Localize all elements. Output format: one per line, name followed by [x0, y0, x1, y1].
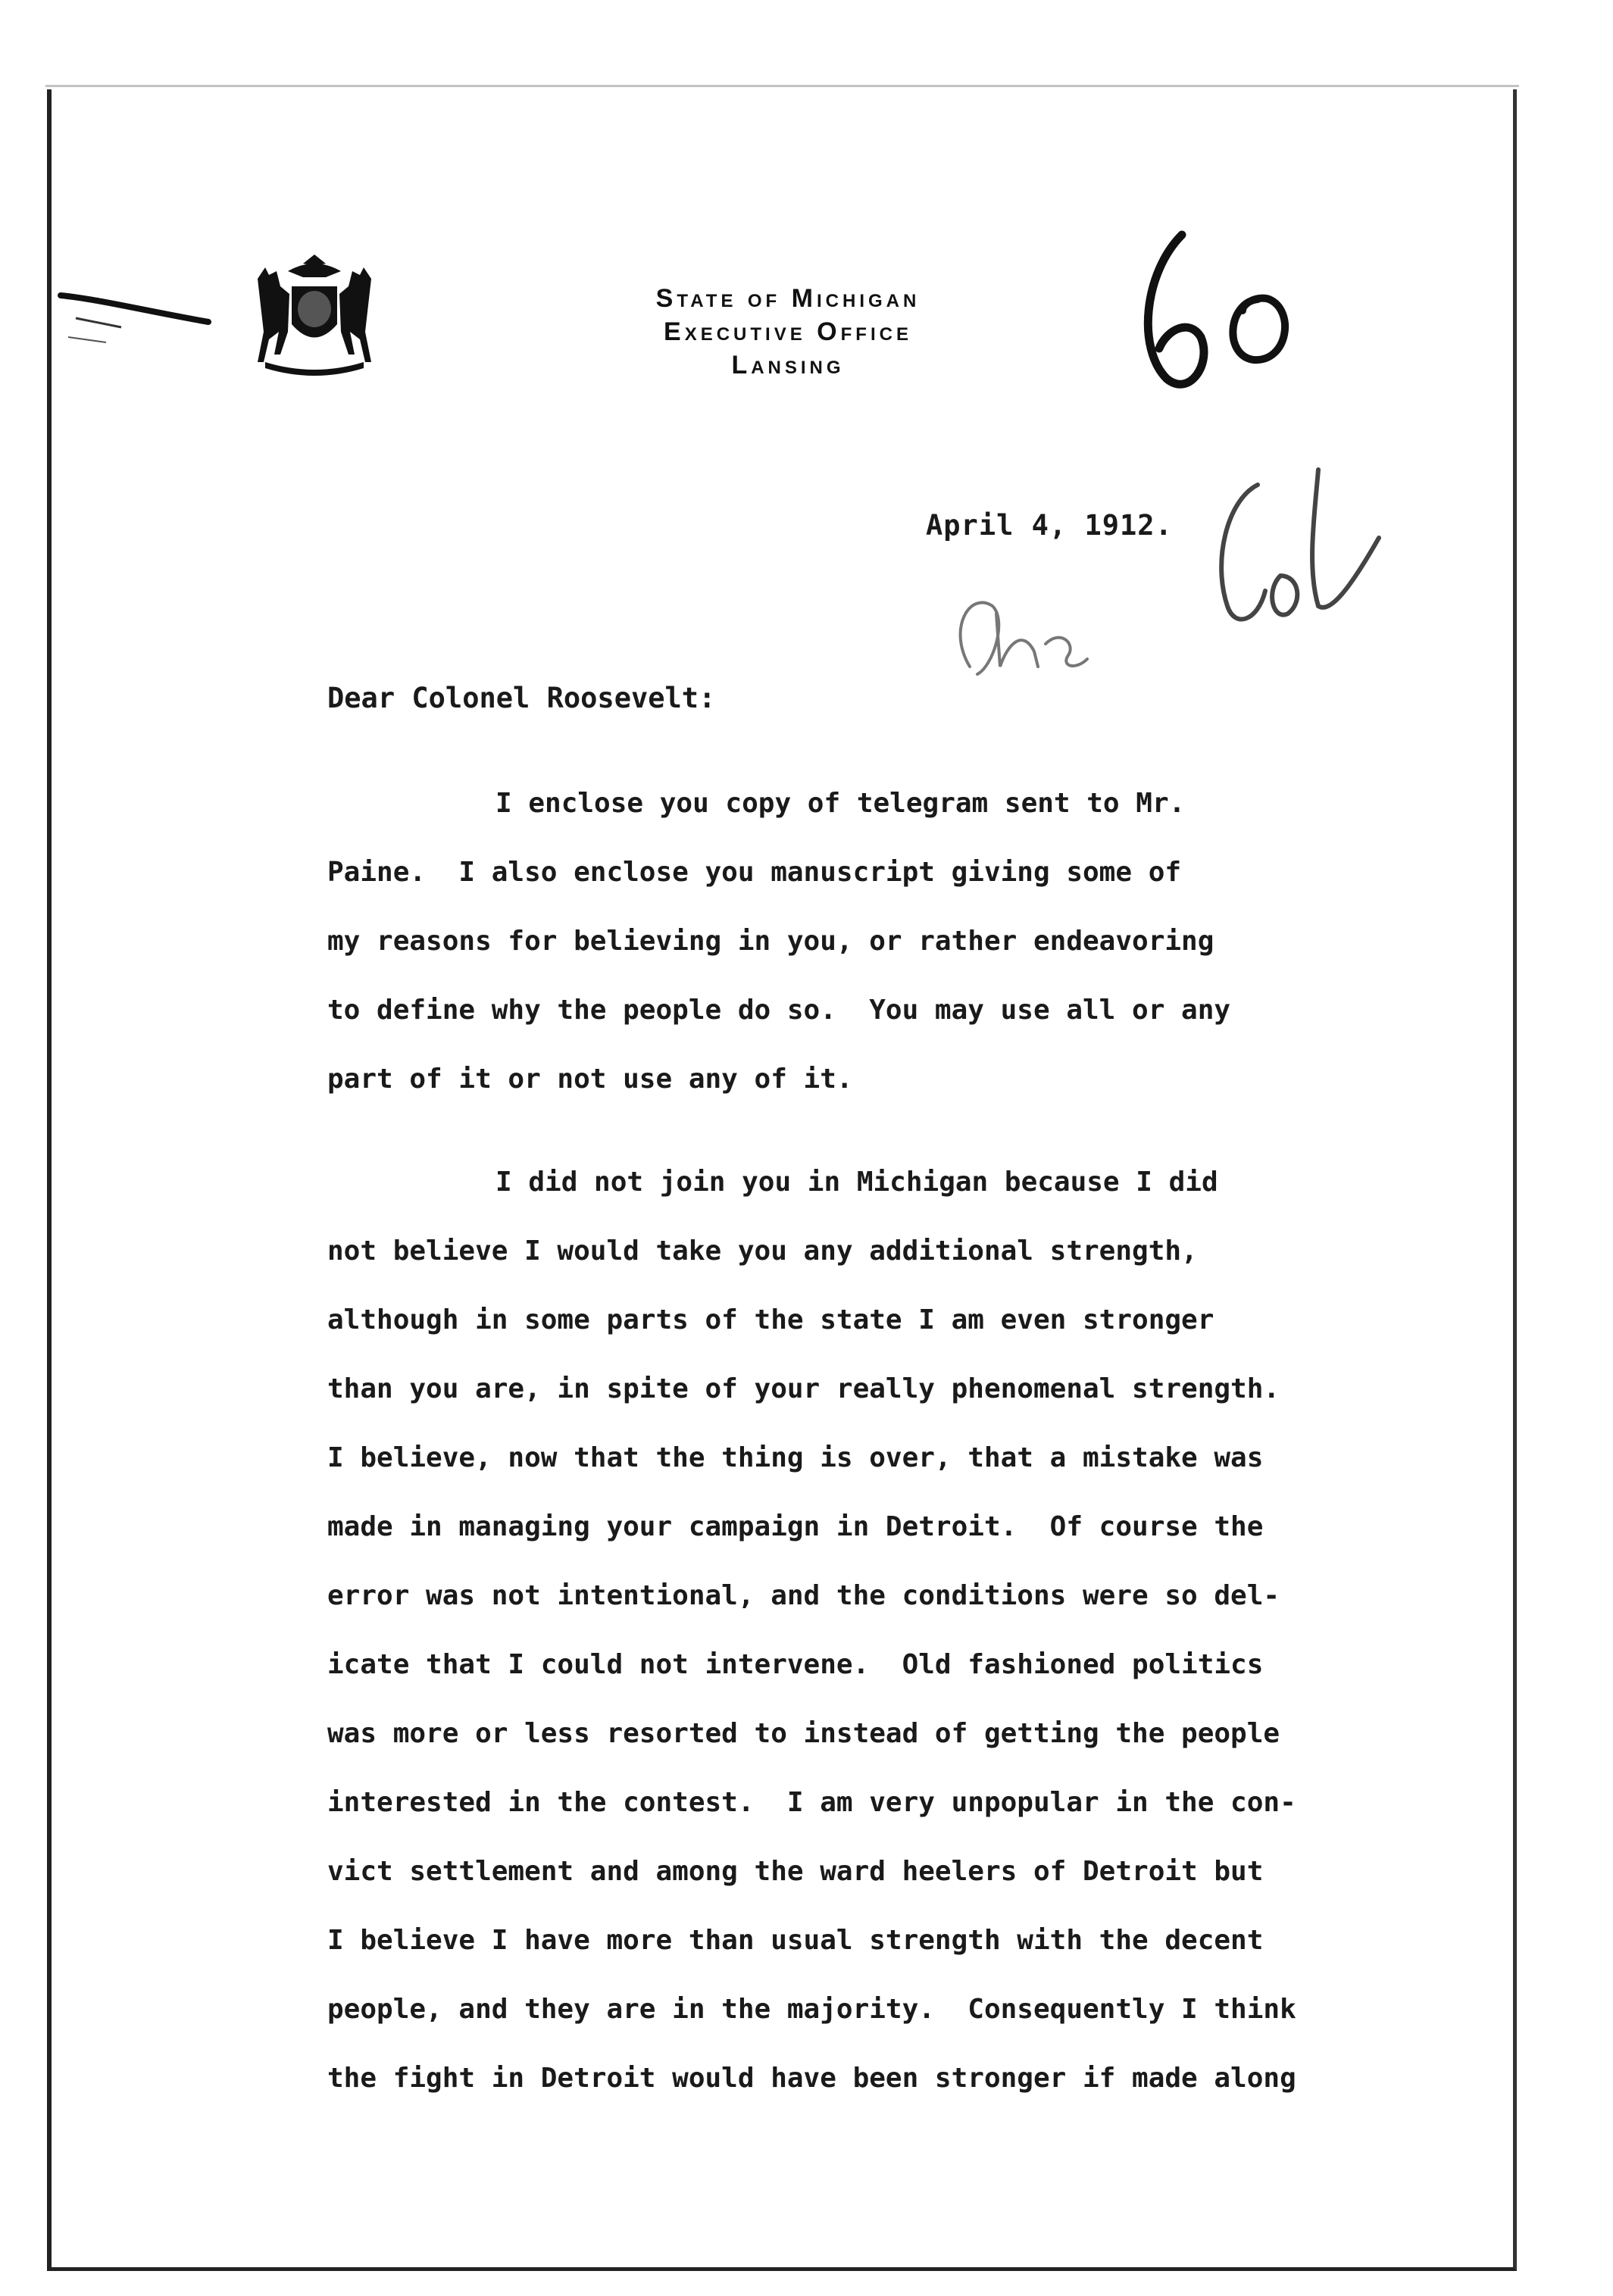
body-line: I did not join you in Michigan because I did: [495, 1167, 1218, 1198]
body-line: to define why the people do so. You may use all or any: [327, 995, 1231, 1026]
handwritten-number-60: [1129, 227, 1326, 401]
body-line: icate that I could not intervene. Old fashioned politics: [327, 1649, 1264, 1680]
body-line: interested in the contest. I am very unpopular in the con-: [327, 1787, 1296, 1818]
body-line: I believe I have more than usual strength with the decent: [327, 1925, 1264, 1956]
body-line: vict settlement and among the ward heelers of Detroit but: [327, 1856, 1264, 1887]
letterhead: [591, 282, 985, 382]
body-line: although in some parts of the state I am even stronger: [327, 1304, 1214, 1335]
michigan-seal-icon: [242, 248, 386, 377]
page-top-edge: [45, 85, 1519, 87]
body-line: the fight in Detroit would have been stronger if made along: [327, 2063, 1296, 2094]
letterhead-state: State of Michigan: [655, 284, 921, 313]
body-line: my reasons for believing in you, or rather endeavoring: [327, 926, 1214, 957]
body-line: was more or less resorted to instead of getting the people: [327, 1718, 1280, 1749]
body-line: people, and they are in the majority. Consequently I think: [327, 1994, 1296, 2025]
letter-date: April 4, 1912.: [926, 509, 1173, 542]
letterhead-city: Lansing: [731, 351, 845, 380]
body-line: error was not intentional, and the conditions were so del-: [327, 1580, 1280, 1611]
body-line: part of it or not use any of it.: [327, 1064, 853, 1095]
body-line: made in managing your campaign in Detroit. Of course the: [327, 1511, 1264, 1542]
pen-stroke-mark: [53, 280, 220, 356]
body-line: Paine. I also enclose you manuscript giving some of: [327, 857, 1182, 888]
letterhead-office: Executive Office: [664, 317, 912, 346]
body-line: I enclose you copy of telegram sent to Mr.: [495, 788, 1186, 819]
body-line: not believe I would take you any additional strength,: [327, 1235, 1198, 1267]
body-line: I believe, now that the thing is over, that a mistake was: [327, 1442, 1264, 1473]
handwritten-note: [924, 439, 1394, 712]
body-line: than you are, in spite of your really phenomenal strength.: [327, 1373, 1280, 1404]
salutation: Dear Colonel Roosevelt:: [327, 682, 716, 714]
